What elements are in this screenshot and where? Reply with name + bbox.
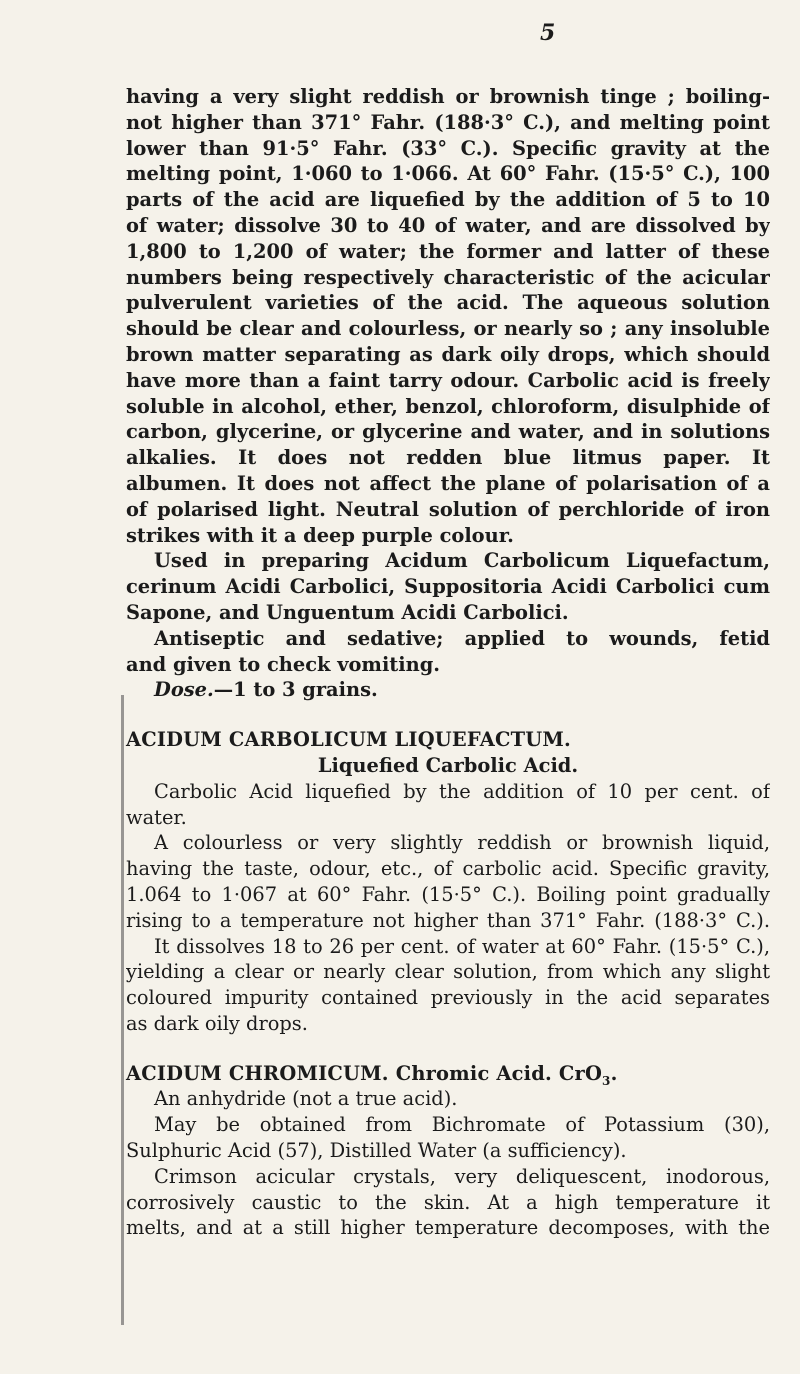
text-line: 1,800 to 1,200 of water; the former and latter of these [126, 239, 770, 263]
text-line: Carbolic Acid liquefied by the addition of 10 per cent. of [154, 779, 770, 803]
text-line: and given to check vomiting. [126, 652, 441, 676]
text-line: having a very slight reddish or brownish tinge ; boiling- [126, 85, 770, 108]
section-body-chromic [126, 1086, 770, 1241]
text-line: It dissolves 18 to 26 per cent. of water at 60° Fahr. (15·5° C.), [154, 934, 770, 958]
text-line: have more than a faint tarry odour. Carbolic acid is freely [126, 368, 770, 392]
text-line: corrosively caustic to the skin. At a high temperature it [126, 1190, 770, 1214]
text-line: melts, and at a still higher temperature decomposes, with the [126, 1216, 770, 1240]
text-line: albumen. It does not affect the plane of polarisation of a [126, 471, 770, 495]
text-line: soluble in alcohol, ether, benzol, chloroform, disulphide of [126, 394, 770, 418]
section-heading-name: Chromic Acid. [395, 1061, 552, 1085]
text-line: Sulphuric Acid (57), Distilled Water (a sufficiency). [126, 1139, 627, 1163]
section-heading: ACIDUM CARBOLICUM LIQUEFACTUM. [126, 728, 571, 752]
text-line: 1.064 to 1·067 at 60° Fahr. (15·5° C.). Boiling point gradually [126, 882, 770, 906]
section-heading-title: ACIDUM CHROMICUM. [126, 1061, 389, 1085]
text-line: lower than 91·5° Fahr. (33° C.). Specific gravity at the [126, 136, 770, 160]
dose-line [126, 677, 770, 703]
text-line: An anhydride (not a true acid). [154, 1087, 458, 1111]
text-line: water. [126, 805, 187, 829]
text-line: cerinum Acidi Carbolici, Suppositoria Acidi Carbolici cum [126, 575, 770, 599]
text-line: melting point, 1·060 to 1·066. At 60° Fahr. (15·5° C.), 100 [126, 162, 770, 186]
section-heading-chromic [126, 1061, 770, 1087]
text-line: strikes with it a deep purple colour. [126, 523, 514, 547]
text-line: brown matter separating as dark oily drops, which should [126, 342, 770, 366]
dose-label: Dose. [154, 678, 214, 702]
text-line: having the taste, odour, etc., of carbolic acid. Specific gravity, [126, 857, 770, 881]
text-line: Used in preparing Acidum Carbolicum Liquefactum, [154, 549, 770, 573]
text-line: should be clear and colourless, or nearly so ; any insoluble [126, 317, 770, 341]
chemical-formula: CrO$_3$. [558, 1061, 618, 1088]
text-line: yielding a clear or nearly clear solution, from which any slight [126, 960, 770, 984]
page-number: 5 [540, 20, 556, 46]
text-line: alkalies. It does not redden blue litmus paper. It [126, 446, 770, 470]
text-line: of water; dissolve 30 to 40 of water, and are dissolved by [126, 213, 770, 237]
text-line: coloured impurity contained previously in the acid separates [126, 986, 770, 1010]
text-line: pulverulent varieties of the acid. The aqueous solution [126, 291, 770, 315]
section-subheading: Liquefied Carbolic Acid. [317, 753, 579, 777]
text-line: carbon, glycerine, or glycerine and water, and in solutions [126, 420, 770, 444]
text-line: Sapone, and Unguentum Acidi Carbolici. [126, 600, 569, 624]
text-line: as dark oily drops. [126, 1011, 308, 1035]
text-line: of polarised light. Neutral solution of perchloride of iron [126, 497, 770, 521]
text-line: not higher than 371° Fahr. (188·3° C.), and melting point [126, 110, 770, 134]
text-line: May be obtained from Bichromate of Potassium (30), [154, 1113, 770, 1137]
dose-value: —1 to 3 grains. [213, 678, 378, 702]
text-line: parts of the acid are liquefied by the addition of 5 to 10 [126, 188, 770, 212]
paragraph-antiseptic [126, 626, 770, 678]
section-body-liquefied [126, 779, 770, 1037]
text-line: Antiseptic and sedative; applied to wounds, fetid [154, 626, 770, 650]
text-line: Crimson acicular crystals, very deliquescent, inodorous, [154, 1164, 770, 1188]
text-line: numbers being respectively characteristic of the acicular [126, 265, 770, 289]
margin-shadow [121, 695, 124, 1325]
text-line: rising to a temperature not higher than 371° Fahr. (188·3° C.). [126, 908, 770, 932]
text-line: A colourless or very slightly reddish or brownish liquid, [154, 831, 770, 855]
paragraph-carbolic-properties [126, 84, 770, 548]
page-body [126, 84, 770, 1241]
paragraph-used-in [126, 548, 770, 625]
